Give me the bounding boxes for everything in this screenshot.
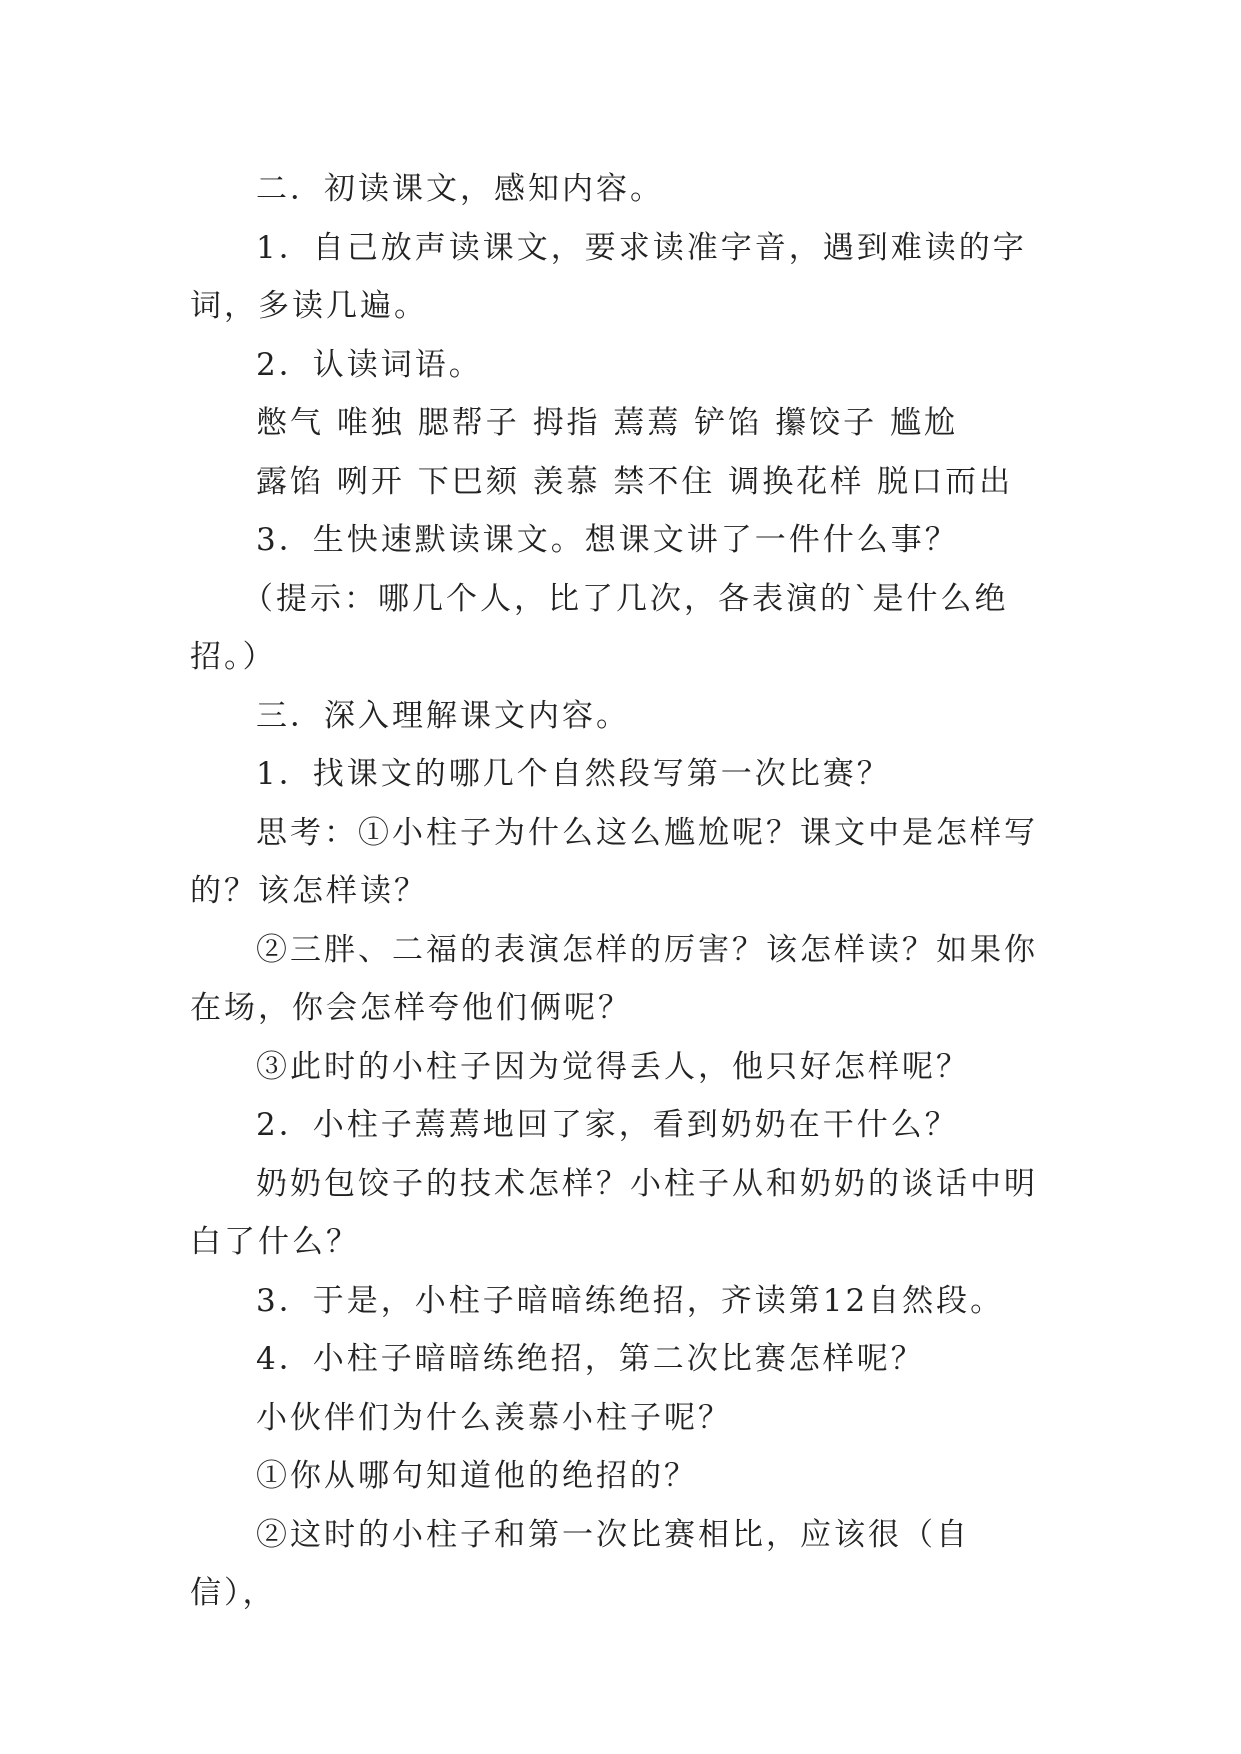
paragraph: ②这时的小柱子和第一次比赛相比，应该很（自信）， bbox=[190, 1516, 970, 1611]
paragraph: ①你从哪句知道他的绝招的？ bbox=[256, 1458, 698, 1494]
document-body bbox=[190, 160, 1050, 1623]
paragraph: 1．自己放声读课文，要求读准字音，遇到难读的字词，多读几遍。 bbox=[190, 229, 1027, 324]
paragraph: 2．小柱子蔫蔫地回了家，看到奶奶在干什么？ bbox=[256, 1107, 959, 1143]
paragraph: ③此时的小柱子因为觉得丢人，他只好怎样呢？ bbox=[256, 1048, 970, 1085]
section-heading-deep-understanding: 三．深入理解课文内容。 bbox=[256, 697, 630, 734]
paragraph: （提示：哪几个人，比了几次，各表演的`是什么绝招。） bbox=[190, 580, 1009, 675]
section-heading-first-reading: 二．初读课文，感知内容。 bbox=[256, 171, 664, 207]
paragraph: 4．小柱子暗暗练绝招，第二次比赛怎样呢？ bbox=[256, 1341, 925, 1377]
paragraph: ②三胖、二福的表演怎样的厉害？该怎样读？如果你在场，你会怎样夸他们俩呢？ bbox=[190, 931, 1038, 1026]
paragraph: 思考：①小柱子为什么这么尴尬呢？课文中是怎样写的？该怎样读？ bbox=[190, 814, 1038, 909]
paragraph: 奶奶包饺子的技术怎样？小柱子从和奶奶的谈话中明白了什么？ bbox=[190, 1165, 1038, 1260]
paragraph: 3．生快速默读课文。想课文讲了一件什么事？ bbox=[256, 522, 959, 558]
vocabulary-line: 憋气 唯独 腮帮子 拇指 蔫蔫 铲馅 攥饺子 尴尬 bbox=[256, 405, 958, 441]
paragraph: 2．认读词语。 bbox=[256, 346, 483, 383]
vocabulary-line: 露馅 咧开 下巴颏 羡慕 禁不住 调换花样 脱口而出 bbox=[256, 463, 1014, 500]
paragraph: 3．于是，小柱子暗暗练绝招，齐读第12自然段。 bbox=[256, 1282, 1005, 1319]
paragraph: 1．找课文的哪几个自然段写第一次比赛？ bbox=[256, 756, 891, 792]
paragraph: 小伙伴们为什么羡慕小柱子呢？ bbox=[256, 1399, 732, 1436]
